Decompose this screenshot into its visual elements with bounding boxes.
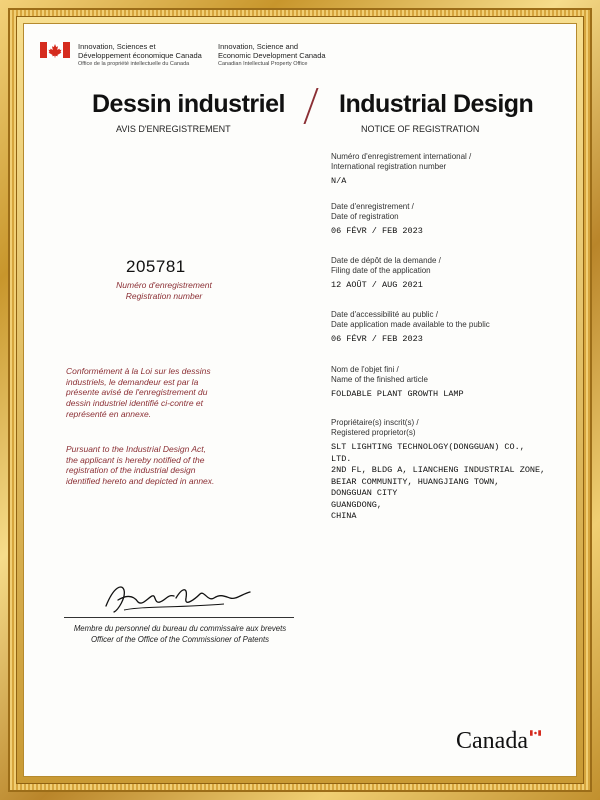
proprietor-address — [331, 442, 545, 523]
registration-date-field — [331, 202, 423, 236]
field-label-en: Name of the finished article — [331, 375, 428, 384]
dept-en-line1: Innovation, Science and — [218, 42, 299, 51]
certificate — [24, 24, 576, 776]
notice-line: industriels, le demandeur est par la — [66, 376, 199, 387]
field-label-fr: Date d'enregistrement / — [331, 202, 414, 211]
notice-line: Pursuant to the Industrial Design Act, — [66, 444, 207, 454]
dept-fr-line2: Développement économique Canada — [78, 51, 202, 60]
officer-en: Officer of the Office of the Commissioner of Patents — [90, 635, 270, 644]
notice-line: présente avisé de l'enregistrement du — [66, 387, 208, 398]
office-fr: Office de la propriété intellectuelle du Canada — [78, 61, 190, 67]
reg-label-fr: Numéro d'enregistrement — [116, 280, 212, 290]
notice-line: identified hereto and depicted in annex. — [66, 476, 215, 487]
notice-line: Conformément à la Loi sur les dessins — [66, 366, 211, 376]
subtitle-fr: AVIS D'ENREGISTREMENT — [116, 124, 231, 134]
field-value: 06 FÉVR / FEB 2023 — [331, 334, 423, 344]
canada-wordmark-flag-icon — [530, 730, 541, 736]
proprietor-line: GUANGDONG, — [331, 499, 383, 510]
notice-en — [66, 444, 271, 487]
field-value: 12 AOÛT / AUG 2021 — [331, 280, 423, 290]
proprietor-line: BEIAR COMMUNITY, HUANGJIANG TOWN, — [331, 476, 500, 487]
title-en: Industrial Design — [339, 90, 534, 118]
registration-number: 205781 — [126, 257, 186, 276]
field-value: N/A — [331, 176, 347, 186]
title-fr: Dessin industriel — [92, 90, 285, 118]
field-label-fr: Date d'accessibilité au public / — [331, 310, 438, 319]
signature — [104, 576, 254, 616]
finished-article-field — [331, 365, 464, 399]
intl-registration-field — [331, 152, 471, 186]
proprietor-field — [331, 418, 545, 523]
department-name-fr — [78, 42, 202, 69]
proprietor-line: SLT LIGHTING TECHNOLOGY(DONGGUAN) CO., — [331, 442, 525, 452]
registration-number-label — [94, 280, 234, 302]
notice-line: registration of the industrial design — [66, 465, 196, 476]
field-label-en: Registered proprietor(s) — [331, 428, 416, 437]
signature-line — [64, 617, 294, 618]
dept-en-line2: Economic Development Canada — [218, 51, 326, 60]
canada-wordmark: Canada — [456, 728, 528, 754]
title-divider — [303, 88, 318, 124]
officer-fr: Membre du personnel du bureau du commissaire aux brevets — [73, 624, 287, 633]
field-label-fr: Propriétaire(s) inscrit(s) / — [331, 418, 419, 427]
dept-fr-line1: Innovation, Sciences et — [78, 42, 156, 51]
field-label-en: Date of registration — [331, 212, 399, 221]
canada-flag-icon — [40, 42, 70, 58]
public-date-field — [331, 310, 490, 344]
field-label-en: Filing date of the application — [331, 266, 431, 275]
field-label-fr: Numéro d'enregistrement international / — [331, 152, 472, 161]
proprietor-line: LTD. — [331, 453, 352, 464]
field-label-fr: Date de dépôt de la demande / — [331, 256, 441, 265]
reg-label-en: Registration number — [125, 291, 203, 301]
subtitle-en: NOTICE OF REGISTRATION — [361, 124, 480, 134]
proprietor-line: 2ND FL, BLDG A, LIANCHENG INDUSTRIAL ZONE, — [331, 465, 546, 475]
field-label-fr: Nom de l'objet fini / — [331, 365, 399, 374]
field-value: 06 FÉVR / FEB 2023 — [331, 226, 423, 236]
notice-fr — [66, 366, 271, 420]
notice-line: dessin industriel identifié ci-contre et — [66, 398, 204, 409]
department-name-en — [218, 42, 326, 69]
proprietor-line: DONGGUAN CITY — [331, 488, 398, 498]
field-value: FOLDABLE PLANT GROWTH LAMP — [331, 389, 464, 399]
proprietor-line: CHINA — [331, 511, 357, 521]
field-label-en: Date application made available to the public — [331, 320, 490, 329]
notice-line: the applicant is hereby notified of the — [66, 454, 205, 465]
filing-date-field — [331, 256, 441, 290]
field-label-en: International registration number — [331, 162, 447, 171]
notice-line: représenté en annexe. — [66, 408, 152, 419]
officer-title — [64, 623, 296, 645]
office-en: Canadian Intellectual Property Office — [218, 61, 308, 67]
